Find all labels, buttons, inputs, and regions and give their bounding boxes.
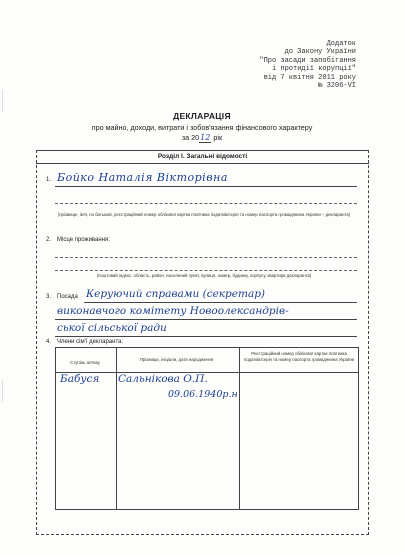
family-label: Члени сім'ї декларанта: bbox=[57, 339, 124, 345]
annex-block bbox=[236, 40, 356, 90]
name-line-2 bbox=[55, 203, 357, 204]
year-handwritten: 12 bbox=[200, 133, 211, 142]
annex-line: № 3206-VI bbox=[318, 82, 356, 91]
family-table bbox=[55, 347, 359, 510]
position-line-1 bbox=[84, 302, 357, 303]
item4-number: 4. bbox=[46, 339, 52, 345]
position-value-line3: ської сільської ради bbox=[57, 322, 167, 334]
position-value-line1: Керуючий справами (секретар) bbox=[86, 288, 266, 300]
document-title: ДЕКЛАРАЦІЯ bbox=[173, 111, 231, 121]
year-prefix: за 20 bbox=[181, 133, 200, 142]
position-line-3 bbox=[55, 336, 357, 337]
annex-line: і протидії корупції" bbox=[271, 65, 356, 74]
name-caption: (прізвище, ім'я, по батькові, реєстраційний номер облікової картки платника податків/серія та номер паспорта громадянина України – декларанта) bbox=[57, 212, 351, 217]
residence-label: Місце проживання: bbox=[57, 237, 110, 243]
name-line bbox=[55, 186, 357, 187]
document-subtitle: про майно, доходи, витрати і зобов'язання фінансового характеру bbox=[91, 123, 313, 132]
declaration-year bbox=[0, 133, 404, 142]
annex-line: "Про засади запобігання bbox=[259, 56, 356, 65]
family-relation: Бабуся bbox=[60, 373, 100, 385]
section-heading: Розділ І. Загальні відомості bbox=[36, 150, 369, 164]
item3-number: 3. bbox=[46, 294, 52, 300]
residence-line-1 bbox=[55, 257, 357, 258]
col-header-relation: Ступінь зв'язку bbox=[70, 360, 100, 365]
position-value-line2: виконавчого комітету Новоолександрів- bbox=[57, 305, 289, 317]
item2-number: 2. bbox=[46, 237, 52, 243]
annex-line: від 7 квітня 2011 року bbox=[263, 73, 356, 82]
family-member-birthdate: 09.06.1940р.н bbox=[168, 389, 238, 400]
residence-caption: (поштовий індекс, область, район, населений пункт, вулиця, номер, будинку, корпусу, квартири декларанта) bbox=[96, 273, 312, 278]
position-line-2 bbox=[55, 319, 357, 320]
family-member-name: Сальнікова О.П. bbox=[118, 373, 208, 385]
annex-line: до Закону України bbox=[284, 48, 356, 57]
margin-mark bbox=[2, 380, 3, 402]
col-header-name: Прізвище, ініціали, дата народження bbox=[139, 357, 214, 362]
col-header-tax-number: Реєстраційний номер облікової картки платника податків/серія та номер паспорта громадянина України bbox=[243, 351, 355, 362]
margin-mark bbox=[2, 90, 3, 112]
position-label: Посада bbox=[57, 294, 78, 300]
residence-line-2 bbox=[55, 270, 357, 271]
year-suffix: рік bbox=[213, 133, 223, 142]
declarant-name: Бойко Наталія Вікторівна bbox=[57, 171, 228, 184]
item1-number: 1. bbox=[46, 177, 52, 183]
annex-line: Додаток bbox=[326, 40, 356, 48]
